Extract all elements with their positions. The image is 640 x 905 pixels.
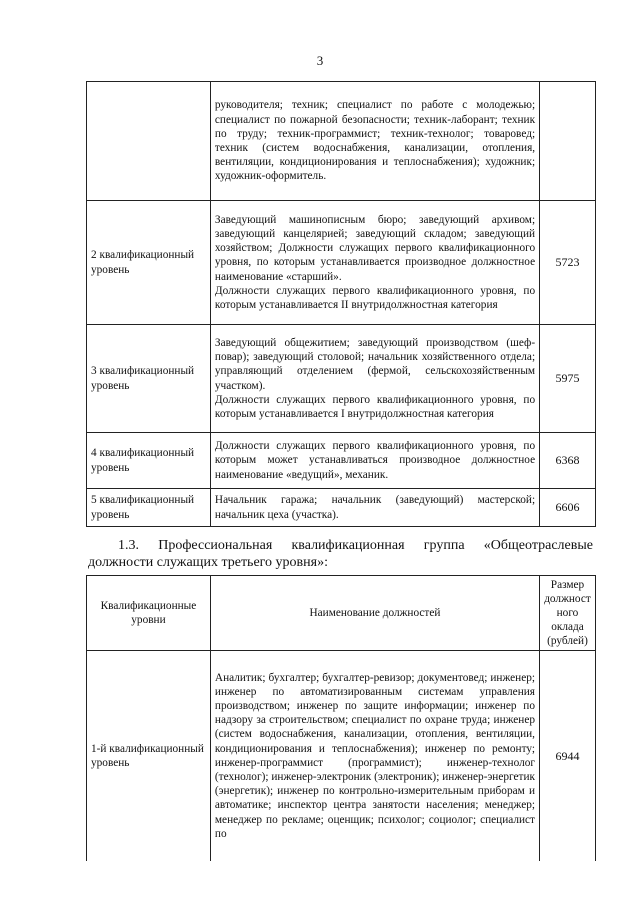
- positions-cell: [210, 82, 539, 201]
- table-row: [87, 651, 596, 861]
- qualification-table-third-level: [86, 575, 596, 861]
- level-cell: 3 квалификационный уровень: [87, 325, 211, 433]
- positions-text: руководителя; техник; специалист по работе с молодежью; специалист по пожарной безопасности; техник-лаборант; техник по труду; техник-программист; техник-технолог; товаровед; техник (систем водоснабжения, канализации, отопления, вентиляции, кондиционирования и теплоснабжения); художник; художник-оформитель.: [214, 99, 536, 183]
- salary-cell: 6606: [540, 489, 596, 527]
- header-salary: Размер должност ного оклада (рублей): [540, 576, 596, 651]
- level-cell: 5 квалификационный уровень: [87, 489, 211, 527]
- salary-cell: 5975: [540, 325, 596, 433]
- positions-text: Должности служащих первого квалификационного уровня, по которым может устанавливаться производное должностное наименование «ведущий», механик.: [214, 440, 536, 481]
- positions-cell: [210, 651, 539, 861]
- positions-text: Аналитик; бухгалтер; бухгалтер-ревизор; документовед; инженер; инженер по автоматизированным системам управления производством; инженер по защите информации; инженер по надзору за строительством; специалист по охране труда; инженер (систем водоснабжения, канализации, отопления, вентиляции, кондиционирования и теплоснабжения); инженер по ремонту; инженер-программист (программист); инженер-технолог (технолог); инженер-электроник (электроник); инженер-энергетик (энергетик); инженер по контрольно-измерительным приборам и автоматике; инспектор центра занятости населения; менеджер; менеджер по рекламе; оценщик; психолог; социолог; специалист по: [214, 671, 535, 840]
- positions-cell: [210, 201, 539, 325]
- positions-cell: [210, 489, 539, 527]
- level-cell: [87, 82, 211, 201]
- positions-text: Должности служащих первого квалификационного уровня, по которым устанавливается II внутридолжностная категория: [214, 284, 536, 311]
- positions-text: Начальник гаража; начальник (заведующий) мастерской; начальник цеха (участка).: [214, 494, 536, 521]
- positions-cell: [210, 325, 539, 433]
- level-cell: 4 квалификационный уровень: [87, 433, 211, 489]
- salary-cell: 5723: [540, 201, 596, 325]
- table-row: [87, 489, 596, 527]
- qualification-table-second-level: [86, 81, 596, 527]
- table-header-row: [87, 576, 596, 651]
- table-row: [87, 82, 596, 201]
- table-row: [87, 325, 596, 433]
- header-positions: Наименование должностей: [210, 576, 539, 651]
- salary-cell: 6944: [540, 651, 596, 861]
- section-heading: 1.3. Профессиональная квалификационная группа «Общеотраслевые должности служащих третьего уровня»:: [88, 538, 593, 570]
- level-cell: 1-й квалификационный уровень: [87, 651, 211, 861]
- level-cell: 2 квалификационный уровень: [87, 201, 211, 325]
- salary-cell: [540, 82, 596, 201]
- table-row: [87, 433, 596, 489]
- salary-cell: 6368: [540, 433, 596, 489]
- positions-text: Заведующий общежитием; заведующий производством (шеф-повар); заведующий столовой; начальник хозяйственного отдела; управляющий отделением (фермой, сельскохозяйственным участком).: [214, 336, 536, 392]
- header-levels: Квалификационные уровни: [87, 576, 211, 651]
- table-row: [87, 201, 596, 325]
- positions-text: Заведующий машинописным бюро; заведующий архивом; заведующий канцелярией; заведующий складом; заведующий хозяйством; Должности служащих первого квалификационного уровня, по которым устанавливается производное должностное наименование «старший».: [214, 213, 536, 283]
- page-number: 3: [316, 53, 324, 68]
- positions-text: Должности служащих первого квалификационного уровня, по которым устанавливается I внутридолжностная категория: [214, 393, 536, 420]
- positions-cell: [210, 433, 539, 489]
